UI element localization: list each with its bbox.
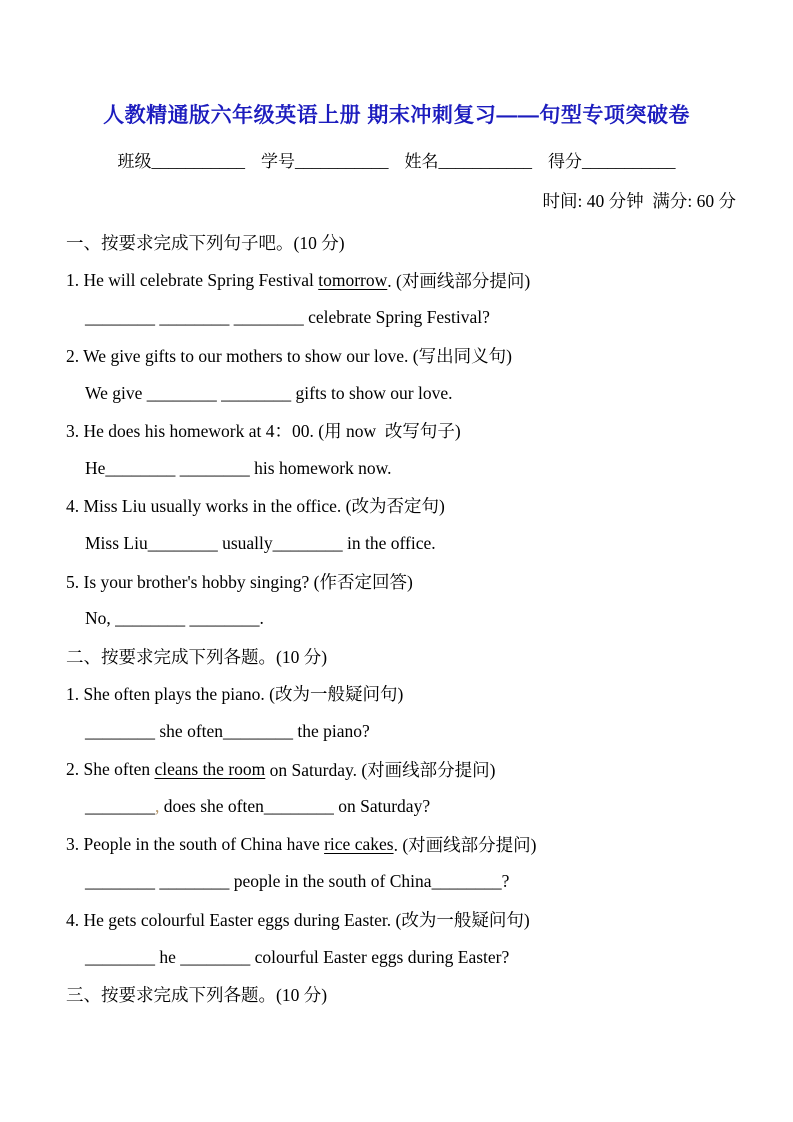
text-segment: 2. We give gifts to our mothers to show our love. (写出同义句) (66, 346, 512, 367)
info-field (118, 151, 246, 173)
question-prompt (0, 901, 793, 939)
text-segment: 1. He will celebrate Spring Festival (66, 269, 319, 290)
answer-line (0, 788, 793, 826)
answer-line (0, 299, 793, 337)
section-heading: 一、按要求完成下列句子吧。(10 分) (66, 233, 345, 254)
text-segment: 1. She often plays the piano. (改为一般疑问句) (66, 684, 404, 705)
question-prompt (0, 337, 793, 375)
text-segment: He________ ________ his homework now. (85, 457, 392, 478)
text-segment: ________ ________ ________ celebrate Spring Festival? (85, 307, 490, 328)
info-field-label: 学号 (261, 152, 295, 171)
info-field (548, 151, 676, 173)
student-info-line (0, 151, 793, 173)
underlined-text: cleans the room (154, 758, 266, 779)
text-segment: 4. He gets colourful Easter eggs during Easter. (改为一般疑问句) (66, 909, 530, 930)
info-field (261, 151, 389, 173)
question-prompt (0, 750, 793, 788)
section (0, 976, 793, 1014)
info-field-label: 班级 (117, 152, 152, 171)
answer-line (0, 600, 793, 638)
text-segment: , (155, 796, 160, 817)
text-segment: 2. She often (66, 758, 155, 779)
text-segment: 3. He does his homework at 4：00. (用 now 改写句子) (66, 421, 461, 442)
answer-line (0, 938, 793, 976)
info-field-blank: ___________ (438, 152, 532, 171)
answer-line (0, 450, 793, 488)
info-field-label: 姓名 (404, 152, 439, 171)
answer-line (0, 525, 793, 563)
info-field-blank: ___________ (295, 152, 389, 171)
underlined-text: rice cakes (324, 833, 394, 854)
question-prompt (0, 412, 793, 450)
text-segment: ________ ________ people in the south of China________? (85, 871, 510, 892)
answer-line (0, 863, 793, 901)
text-segment: 4. Miss Liu usually works in the office. (改为否定句) (66, 496, 445, 517)
sections (0, 224, 793, 1013)
info-field (405, 151, 533, 173)
underlined-text: tomorrow (318, 269, 388, 290)
page-title: 人教精通版六年级英语上册 期末冲刺复习——句型专项突破卷 (103, 104, 690, 127)
text-segment: No, ________ ________. (85, 608, 264, 629)
section-heading: 二、按要求完成下列各题。(10 分) (66, 646, 328, 667)
section (0, 638, 793, 976)
text-segment: ________ (85, 796, 155, 817)
text-segment: . (对画线部分提问) (387, 270, 531, 291)
question-prompt (0, 262, 793, 300)
text-segment: 3. People in the south of China have (66, 833, 325, 854)
text-segment: ________ she often________ the piano? (85, 721, 370, 742)
question-prompt (0, 562, 793, 600)
question-prompt (0, 487, 793, 525)
text-segment: 5. Is your brother's hobby singing? (作否定回答) (66, 571, 413, 592)
text-segment: ________ he ________ colourful Easter eggs during Easter? (85, 946, 510, 967)
time-score-meta: 时间: 40 分钟 满分: 60 分 (542, 191, 736, 211)
info-field-blank: ___________ (582, 152, 676, 171)
text-segment: Miss Liu________ usually________ in the office. (85, 533, 436, 554)
answer-line (0, 713, 793, 751)
info-field-blank: ___________ (151, 152, 245, 171)
section (0, 224, 793, 638)
info-field-label: 得分 (548, 152, 582, 171)
question-prompt (0, 675, 793, 713)
answer-line (0, 374, 793, 412)
text-segment: on Saturday. (对画线部分提问) (265, 759, 496, 780)
section-heading: 三、按要求完成下列各题。(10 分) (66, 985, 328, 1006)
question-prompt (0, 826, 793, 864)
text-segment: . (对画线部分提问) (393, 834, 537, 855)
text-segment: We give ________ ________ gifts to show our love. (85, 382, 453, 403)
text-segment: does she often________ on Saturday? (159, 796, 431, 817)
